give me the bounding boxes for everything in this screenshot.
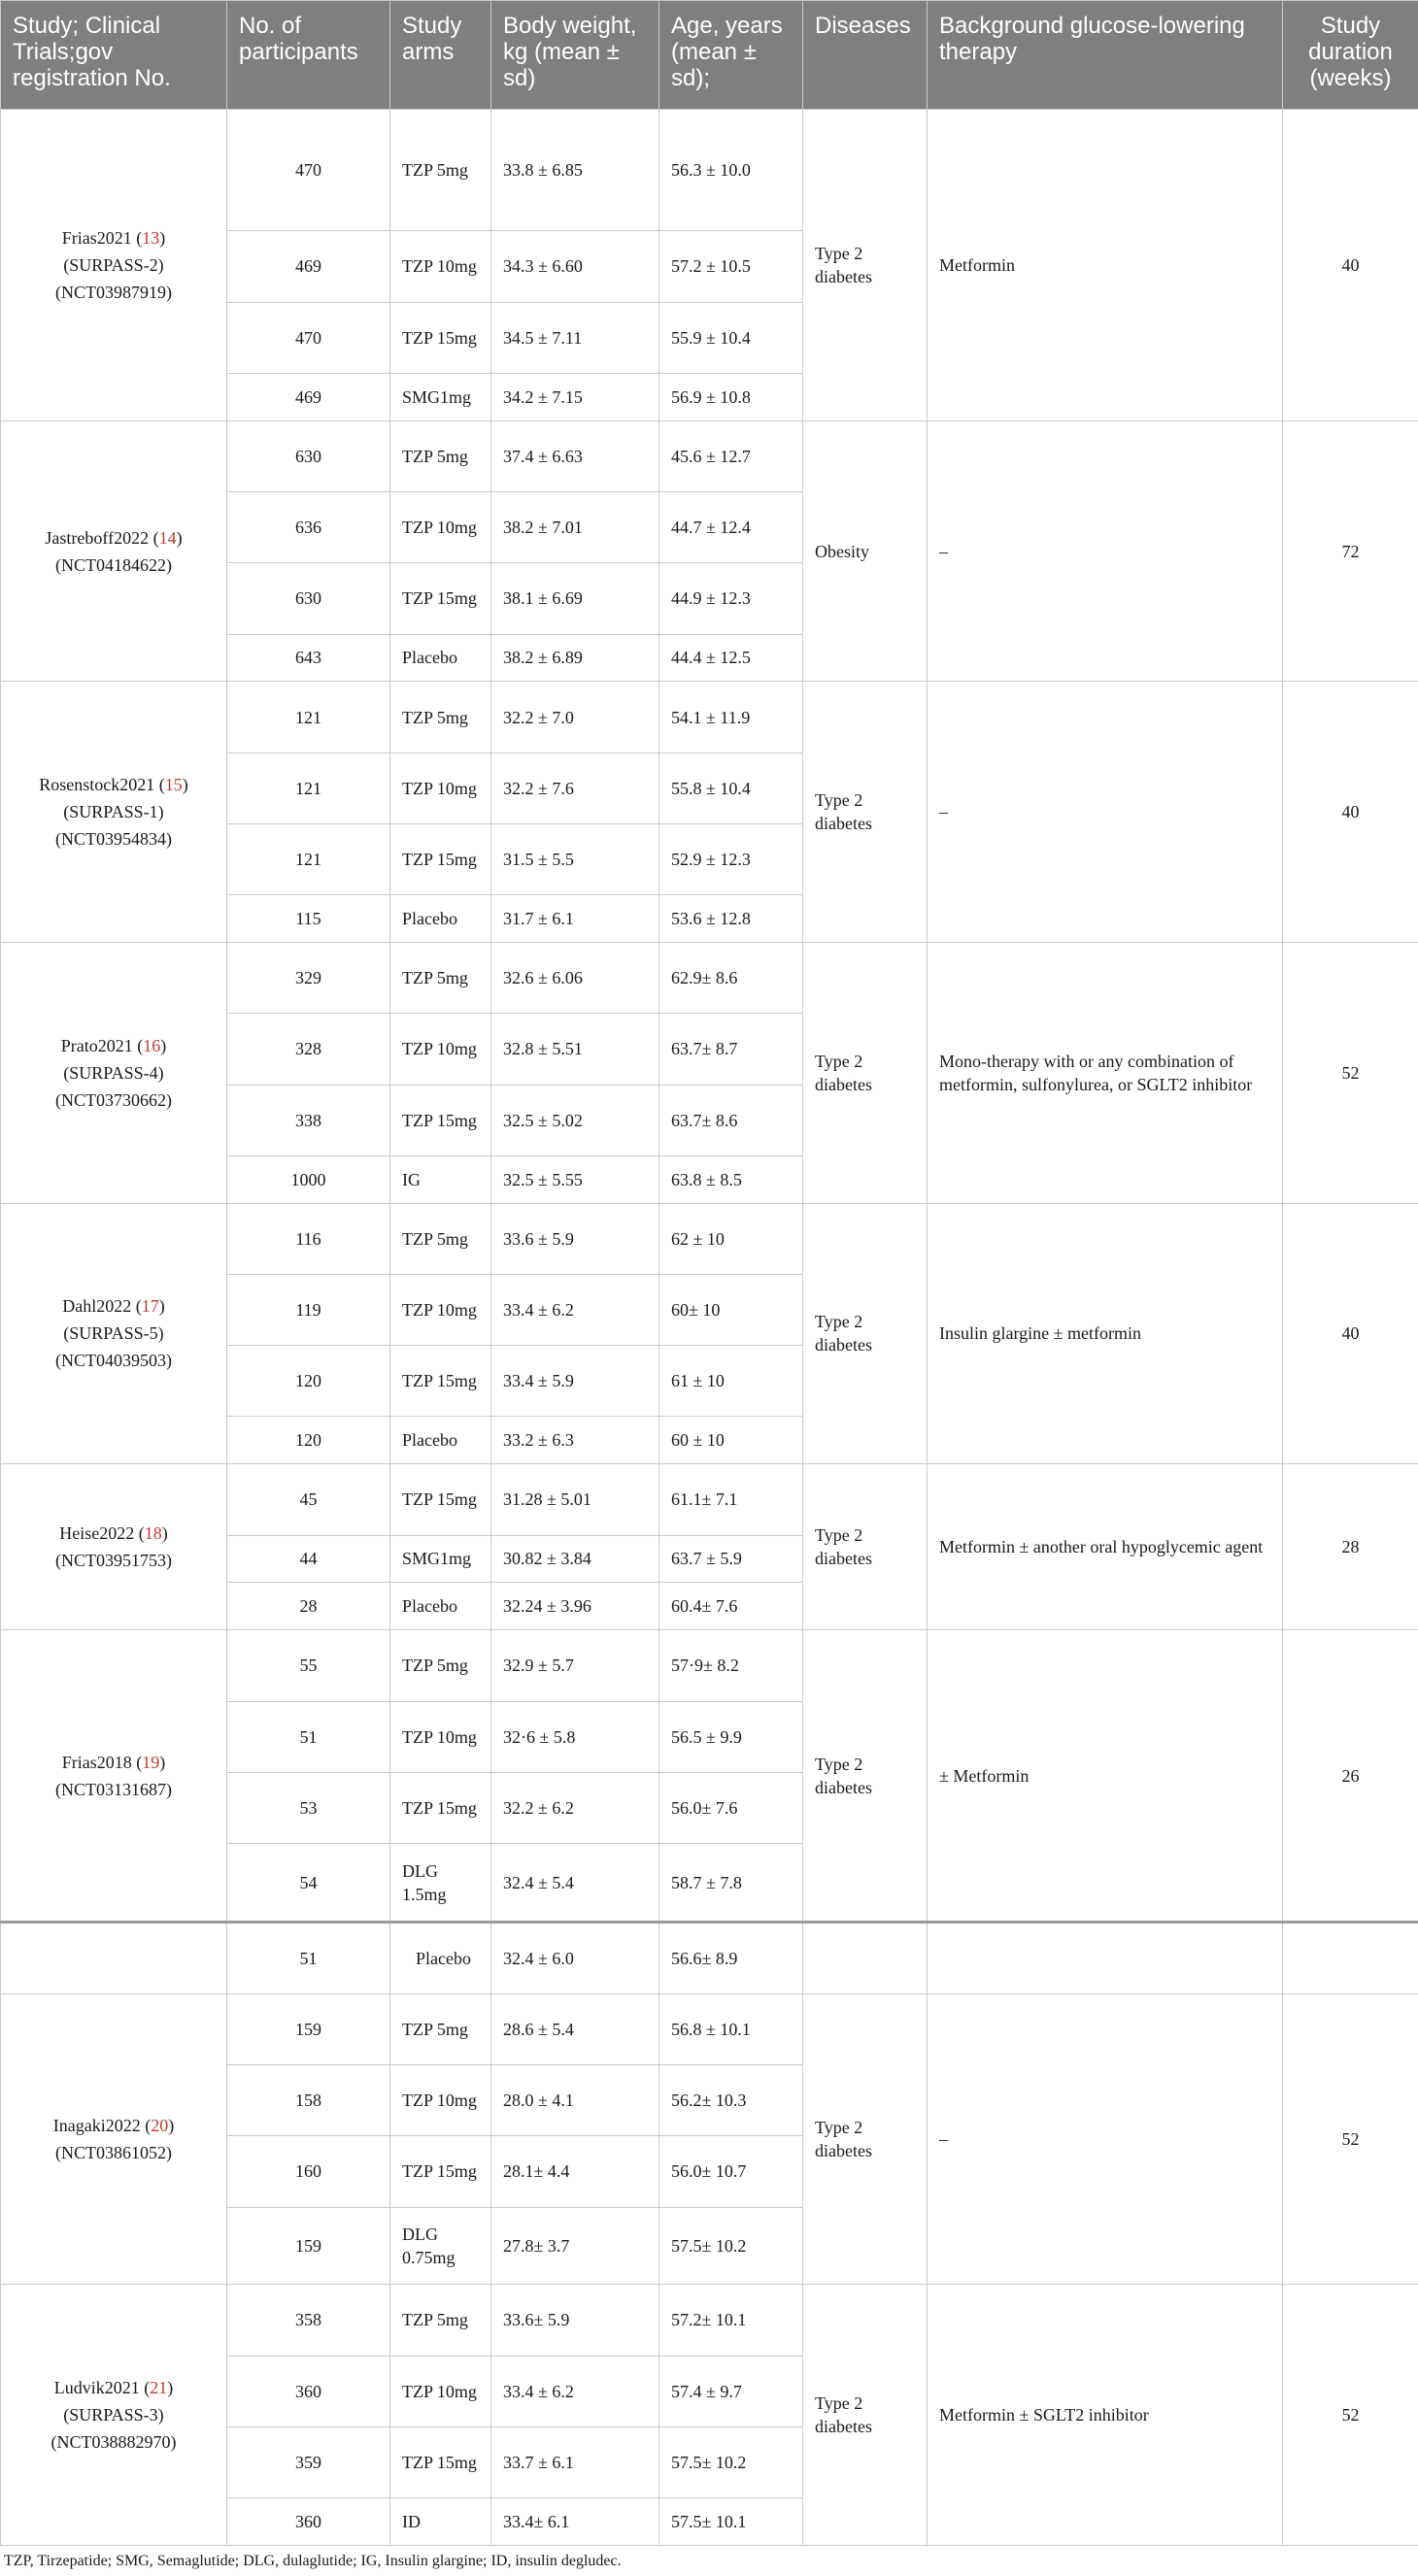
body-weight-cell: 31.7 ± 6.1 bbox=[491, 895, 659, 943]
age-cell: 63.7 ± 5.9 bbox=[659, 1535, 803, 1583]
body-weight-cell: 33.6± 5.9 bbox=[491, 2285, 659, 2356]
study-arm-cell: TZP 10mg bbox=[390, 1274, 491, 1345]
diseases-cell: Type 2 diabetes bbox=[803, 682, 928, 943]
background-therapy-cell: – bbox=[928, 1993, 1283, 2285]
study-arm-cell: Placebo bbox=[390, 1923, 491, 1993]
duration-cell: 40 bbox=[1283, 682, 1418, 943]
duration-cell: 28 bbox=[1283, 1464, 1418, 1630]
body-weight-cell: 28.6 ± 5.4 bbox=[491, 1993, 659, 2064]
study-id-line: (SURPASS-3) bbox=[63, 2405, 164, 2425]
study-name: Heise2022 bbox=[59, 1523, 135, 1544]
study-id-line: (SURPASS-2) bbox=[63, 254, 164, 275]
age-cell: 57.2 ± 10.5 bbox=[659, 231, 803, 302]
age-cell: 55.8 ± 10.4 bbox=[659, 753, 803, 823]
participants-cell: 470 bbox=[227, 110, 390, 231]
participants-cell: 329 bbox=[227, 943, 390, 1014]
body-weight-cell: 31.28 ± 5.01 bbox=[491, 1464, 659, 1535]
body-weight-cell: 38.2 ± 6.89 bbox=[491, 634, 659, 682]
participants-cell: 359 bbox=[227, 2426, 390, 2497]
study-reference: 15 bbox=[164, 775, 183, 795]
study-registration: (NCT03987919) bbox=[55, 282, 172, 302]
study-arm-cell: TZP 10mg bbox=[390, 753, 491, 823]
duration-cell: 26 bbox=[1283, 1630, 1418, 1923]
body-weight-cell: 27.8± 3.7 bbox=[491, 2207, 659, 2285]
age-cell: 63.7± 8.6 bbox=[659, 1085, 803, 1155]
participants-cell: 45 bbox=[227, 1464, 390, 1535]
study-reference: 20 bbox=[151, 2116, 169, 2135]
study-name: Inagaki2022 bbox=[52, 2116, 141, 2135]
diseases-cell: Type 2 diabetes bbox=[803, 110, 928, 421]
study-arm-cell: TZP 10mg bbox=[390, 2356, 491, 2426]
study-registration: (NCT04039503) bbox=[55, 1351, 172, 1371]
study-registration: (NCT038882970) bbox=[51, 2432, 177, 2453]
study-arm-cell: TZP 5mg bbox=[390, 1993, 491, 2064]
study-arm-cell: TZP 5mg bbox=[390, 420, 491, 491]
age-cell: 57.2± 10.1 bbox=[659, 2285, 803, 2356]
body-weight-cell: 32.9 ± 5.7 bbox=[491, 1630, 659, 1701]
background-therapy-cell: Insulin glargine ± metformin bbox=[928, 1203, 1283, 1464]
participants-cell: 51 bbox=[227, 1701, 390, 1772]
table-row bbox=[1, 682, 1418, 753]
study-cell: Inagaki2022 (20) (NCT03861052) bbox=[1, 1993, 227, 2285]
study-name: Dahl2022 bbox=[62, 1296, 132, 1317]
participants-cell: 158 bbox=[227, 2064, 390, 2135]
study-arm-cell: TZP 15mg bbox=[390, 1772, 491, 1843]
age-cell: 44.7 ± 12.4 bbox=[659, 492, 803, 563]
participants-cell: 115 bbox=[227, 895, 390, 943]
col-bodyweight-header: Body weight, kg (mean ± sd) bbox=[491, 1, 659, 110]
body-weight-cell: 32.2 ± 7.6 bbox=[491, 753, 659, 823]
participants-cell: 28 bbox=[227, 1583, 390, 1630]
age-cell: 61 ± 10 bbox=[659, 1346, 803, 1417]
col-diseases-header: Diseases bbox=[803, 1, 928, 110]
study-name: Jastreboff2022 bbox=[45, 527, 150, 548]
study-arm-cell: Placebo bbox=[390, 634, 491, 682]
duration-cell: 40 bbox=[1283, 1203, 1418, 1464]
participants-cell: 159 bbox=[227, 1993, 390, 2064]
participants-cell: 643 bbox=[227, 634, 390, 682]
duration-cell: 52 bbox=[1283, 1993, 1418, 2285]
age-cell: 54.1 ± 11.9 bbox=[659, 682, 803, 753]
participants-cell: 120 bbox=[227, 1417, 390, 1464]
participants-cell: 121 bbox=[227, 823, 390, 894]
participants-cell: 54 bbox=[227, 1844, 390, 1923]
body-weight-cell: 32.5 ± 5.55 bbox=[491, 1155, 659, 1203]
age-cell: 56.9 ± 10.8 bbox=[659, 373, 803, 420]
study-reference: 19 bbox=[142, 1752, 160, 1772]
table-row bbox=[1, 1464, 1418, 1535]
body-weight-cell: 30.82 ± 3.84 bbox=[491, 1535, 659, 1583]
body-weight-cell: 33.4± 6.1 bbox=[491, 2498, 659, 2546]
study-arm-cell: TZP 15mg bbox=[390, 563, 491, 634]
participants-cell: 470 bbox=[227, 302, 390, 373]
study-arm-cell: Placebo bbox=[390, 1417, 491, 1464]
diseases-cell: Type 2 diabetes bbox=[803, 943, 928, 1204]
age-cell: 63.8 ± 8.5 bbox=[659, 1155, 803, 1203]
duration-cell bbox=[1283, 1923, 1418, 1993]
background-therapy-cell: – bbox=[928, 420, 1283, 682]
body-weight-cell: 38.2 ± 7.01 bbox=[491, 492, 659, 563]
study-arm-cell: TZP 15mg bbox=[390, 2136, 491, 2207]
study-name: Rosenstock2021 bbox=[39, 775, 155, 795]
body-weight-cell: 32.4 ± 6.0 bbox=[491, 1923, 659, 1993]
body-weight-cell: 34.5 ± 7.11 bbox=[491, 302, 659, 373]
study-arm-cell: Placebo bbox=[390, 1583, 491, 1630]
body-weight-cell: 32·6 ± 5.8 bbox=[491, 1701, 659, 1772]
table-row bbox=[1, 420, 1418, 491]
body-weight-cell: 31.5 ± 5.5 bbox=[491, 823, 659, 894]
table-row bbox=[1, 1993, 1418, 2064]
age-cell: 44.9 ± 12.3 bbox=[659, 563, 803, 634]
age-cell: 57·9± 8.2 bbox=[659, 1630, 803, 1701]
participants-cell: 469 bbox=[227, 231, 390, 302]
study-arm-cell: TZP 5mg bbox=[390, 943, 491, 1014]
study-cell: Dahl2022 (17) (SURPASS-5) (NCT04039503) bbox=[1, 1203, 227, 1464]
age-cell: 56.0± 10.7 bbox=[659, 2136, 803, 2207]
background-therapy-cell bbox=[928, 1923, 1283, 1993]
participants-cell: 51 bbox=[227, 1923, 390, 1993]
study-cell: Jastreboff2022 (14) (NCT04184622) bbox=[1, 420, 227, 682]
study-reference: 14 bbox=[158, 527, 177, 548]
age-cell: 57.5± 10.2 bbox=[659, 2426, 803, 2497]
duration-cell: 52 bbox=[1283, 943, 1418, 1204]
body-weight-cell: 32.6 ± 6.06 bbox=[491, 943, 659, 1014]
body-weight-cell: 32.4 ± 5.4 bbox=[491, 1844, 659, 1923]
participants-cell: 160 bbox=[227, 2136, 390, 2207]
age-cell: 56.6± 8.9 bbox=[659, 1923, 803, 1993]
body-weight-cell: 28.1± 4.4 bbox=[491, 2136, 659, 2207]
participants-cell: 53 bbox=[227, 1772, 390, 1843]
study-cell: Rosenstock2021 (15) (SURPASS-1) (NCT03954834) bbox=[1, 682, 227, 943]
study-name: Prato2021 bbox=[60, 1035, 133, 1055]
body-weight-cell: 38.1 ± 6.69 bbox=[491, 563, 659, 634]
age-cell: 44.4 ± 12.5 bbox=[659, 634, 803, 682]
col-participants-header: No. of participants bbox=[227, 1, 390, 110]
study-name: Frias2021 bbox=[61, 227, 132, 248]
age-cell: 56.0± 7.6 bbox=[659, 1772, 803, 1843]
participants-cell: 1000 bbox=[227, 1155, 390, 1203]
participants-cell: 469 bbox=[227, 373, 390, 420]
study-id-line: (SURPASS-5) bbox=[63, 1323, 164, 1344]
age-cell: 56.5 ± 9.9 bbox=[659, 1701, 803, 1772]
study-id-line: (NCT03131687) bbox=[55, 1779, 172, 1799]
study-arm-cell: TZP 15mg bbox=[390, 823, 491, 894]
age-cell: 56.8 ± 10.1 bbox=[659, 1993, 803, 2064]
study-arm-cell: TZP 15mg bbox=[390, 1346, 491, 1417]
age-cell: 53.6 ± 12.8 bbox=[659, 895, 803, 943]
study-id-line: (NCT03861052) bbox=[55, 2143, 172, 2162]
body-weight-cell: 33.8 ± 6.85 bbox=[491, 110, 659, 231]
diseases-cell: Type 2 diabetes bbox=[803, 1203, 928, 1464]
study-arm-cell: TZP 10mg bbox=[390, 2064, 491, 2135]
age-cell: 63.7± 8.7 bbox=[659, 1014, 803, 1085]
study-name: Ludvik2021 bbox=[53, 2378, 140, 2398]
age-cell: 57.4 ± 9.7 bbox=[659, 2356, 803, 2426]
age-cell: 57.5± 10.2 bbox=[659, 2207, 803, 2285]
participants-cell: 121 bbox=[227, 682, 390, 753]
participants-cell: 120 bbox=[227, 1346, 390, 1417]
participants-cell: 55 bbox=[227, 1630, 390, 1701]
study-arm-cell: TZP 15mg bbox=[390, 1085, 491, 1155]
study-arm-cell: SMG1mg bbox=[390, 373, 491, 420]
table-body bbox=[1, 110, 1418, 2546]
age-cell: 52.9 ± 12.3 bbox=[659, 823, 803, 894]
study-arm-cell: Placebo bbox=[390, 895, 491, 943]
body-weight-cell: 37.4 ± 6.63 bbox=[491, 420, 659, 491]
body-weight-cell: 32.2 ± 6.2 bbox=[491, 1772, 659, 1843]
diseases-cell: Obesity bbox=[803, 420, 928, 682]
participants-cell: 360 bbox=[227, 2498, 390, 2546]
body-weight-cell: 32.24 ± 3.96 bbox=[491, 1583, 659, 1630]
participants-cell: 636 bbox=[227, 492, 390, 563]
study-arm-cell: TZP 10mg bbox=[390, 231, 491, 302]
study-name: Frias2018 bbox=[61, 1752, 132, 1772]
study-arm-cell: TZP 15mg bbox=[390, 2426, 491, 2497]
study-reference: 21 bbox=[150, 2378, 168, 2398]
study-cell bbox=[1, 1923, 227, 1993]
participants-cell: 44 bbox=[227, 1535, 390, 1583]
background-therapy-cell: ± Metformin bbox=[928, 1630, 1283, 1923]
diseases-cell bbox=[803, 1923, 928, 1993]
study-arm-cell: TZP 15mg bbox=[390, 302, 491, 373]
background-therapy-cell: Metformin ± SGLT2 inhibitor bbox=[928, 2285, 1283, 2546]
participants-cell: 328 bbox=[227, 1014, 390, 1085]
table-row bbox=[1, 1630, 1418, 1701]
study-id-line: (NCT04184622) bbox=[55, 554, 172, 575]
table-row bbox=[1, 1923, 1418, 1993]
age-cell: 57.5± 10.1 bbox=[659, 2498, 803, 2546]
body-weight-cell: 32.2 ± 7.0 bbox=[491, 682, 659, 753]
participants-cell: 121 bbox=[227, 753, 390, 823]
study-arm-cell: IG bbox=[390, 1155, 491, 1203]
participants-cell: 358 bbox=[227, 2285, 390, 2356]
col-background-therapy-header: Background glucose-lowering therapy bbox=[928, 1, 1283, 110]
diseases-cell: Type 2 diabetes bbox=[803, 2285, 928, 2546]
body-weight-cell: 32.8 ± 5.51 bbox=[491, 1014, 659, 1085]
body-weight-cell: 34.3 ± 6.60 bbox=[491, 231, 659, 302]
study-cell: Heise2022 (18) (NCT03951753) bbox=[1, 1464, 227, 1630]
age-cell: 62.9± 8.6 bbox=[659, 943, 803, 1014]
participants-cell: 159 bbox=[227, 2207, 390, 2285]
study-reference: 13 bbox=[142, 227, 160, 248]
age-cell: 62 ± 10 bbox=[659, 1203, 803, 1274]
background-therapy-cell: – bbox=[928, 682, 1283, 943]
participants-cell: 630 bbox=[227, 420, 390, 491]
duration-cell: 52 bbox=[1283, 2285, 1418, 2546]
age-cell: 60 ± 10 bbox=[659, 1417, 803, 1464]
age-cell: 56.3 ± 10.0 bbox=[659, 110, 803, 231]
diseases-cell: Type 2 diabetes bbox=[803, 1993, 928, 2285]
study-reference: 16 bbox=[143, 1035, 161, 1055]
study-id-line: (SURPASS-1) bbox=[63, 802, 164, 822]
duration-cell: 72 bbox=[1283, 420, 1418, 682]
table-row bbox=[1, 2285, 1418, 2356]
age-cell: 60.4± 7.6 bbox=[659, 1583, 803, 1630]
age-cell: 60± 10 bbox=[659, 1274, 803, 1345]
table-footnote: TZP, Tirzepatide; SMG, Semaglutide; DLG, dulaglutide; IG, Insulin glargine; ID, insulin degludec. bbox=[4, 2553, 622, 2569]
diseases-cell: Type 2 diabetes bbox=[803, 1464, 928, 1630]
study-arm-cell: DLG 1.5mg bbox=[390, 1844, 491, 1923]
background-therapy-cell: Metformin ± another oral hypoglycemic agent bbox=[928, 1464, 1283, 1630]
study-arm-cell: TZP 5mg bbox=[390, 2285, 491, 2356]
table-row bbox=[1, 110, 1418, 231]
body-weight-cell: 33.6 ± 5.9 bbox=[491, 1203, 659, 1274]
body-weight-cell: 33.2 ± 6.3 bbox=[491, 1417, 659, 1464]
study-reference: 18 bbox=[144, 1523, 162, 1544]
body-weight-cell: 33.7 ± 6.1 bbox=[491, 2426, 659, 2497]
body-weight-cell: 32.5 ± 5.02 bbox=[491, 1085, 659, 1155]
study-arm-cell: SMG1mg bbox=[390, 1535, 491, 1583]
study-arm-cell: TZP 5mg bbox=[390, 1630, 491, 1701]
study-id-line: (SURPASS-4) bbox=[63, 1062, 164, 1083]
study-arm-cell: TZP 5mg bbox=[390, 110, 491, 231]
header-row bbox=[1, 1, 1418, 110]
study-registration: (NCT03954834) bbox=[55, 829, 172, 850]
study-cell: Prato2021 (16) (SURPASS-4) (NCT03730662) bbox=[1, 943, 227, 1204]
col-duration-header: Study duration (weeks) bbox=[1283, 1, 1418, 110]
study-arm-cell: TZP 15mg bbox=[390, 1464, 491, 1535]
duration-cell: 40 bbox=[1283, 110, 1418, 421]
study-arm-cell: DLG 0.75mg bbox=[390, 2207, 491, 2285]
study-reference: 17 bbox=[141, 1296, 159, 1317]
study-id-line: (NCT03951753) bbox=[55, 1551, 172, 1571]
study-cell: Frias2018 (19) (NCT03131687) bbox=[1, 1630, 227, 1923]
study-arm-cell: TZP 10mg bbox=[390, 1701, 491, 1772]
body-weight-cell: 34.2 ± 7.15 bbox=[491, 373, 659, 420]
diseases-cell: Type 2 diabetes bbox=[803, 1630, 928, 1923]
age-cell: 58.7 ± 7.8 bbox=[659, 1844, 803, 1923]
participants-cell: 119 bbox=[227, 1274, 390, 1345]
body-weight-cell: 33.4 ± 5.9 bbox=[491, 1346, 659, 1417]
body-weight-cell: 33.4 ± 6.2 bbox=[491, 2356, 659, 2426]
age-cell: 55.9 ± 10.4 bbox=[659, 302, 803, 373]
study-cell: Frias2021 (13) (SURPASS-2) (NCT03987919) bbox=[1, 110, 227, 421]
participants-cell: 116 bbox=[227, 1203, 390, 1274]
background-therapy-cell: Metformin bbox=[928, 110, 1283, 421]
participants-cell: 338 bbox=[227, 1085, 390, 1155]
study-registration: (NCT03730662) bbox=[55, 1089, 172, 1110]
study-cell: Ludvik2021 (21) (SURPASS-3) (NCT038882970) bbox=[1, 2285, 227, 2546]
age-cell: 61.1± 7.1 bbox=[659, 1464, 803, 1535]
study-arm-cell: TZP 10mg bbox=[390, 1014, 491, 1085]
age-cell: 45.6 ± 12.7 bbox=[659, 420, 803, 491]
body-weight-cell: 28.0 ± 4.1 bbox=[491, 2064, 659, 2135]
study-arm-cell: ID bbox=[390, 2498, 491, 2546]
col-arms-header: Study arms bbox=[390, 1, 491, 110]
table-row bbox=[1, 1203, 1418, 1274]
participants-cell: 360 bbox=[227, 2356, 390, 2426]
table-row bbox=[1, 943, 1418, 1014]
background-therapy-cell: Mono-therapy with or any combination of metformin, sulfonylurea, or SGLT2 inhibitor bbox=[928, 943, 1283, 1204]
body-weight-cell: 33.4 ± 6.2 bbox=[491, 1274, 659, 1345]
study-arm-cell: TZP 10mg bbox=[390, 492, 491, 563]
age-cell: 56.2± 10.3 bbox=[659, 2064, 803, 2135]
col-age-header: Age, years (mean ± sd); bbox=[659, 1, 803, 110]
study-arm-cell: TZP 5mg bbox=[390, 682, 491, 753]
col-study-header: Study; Clinical Trials;gov registration No. bbox=[1, 1, 227, 110]
study-arm-cell: TZP 5mg bbox=[390, 1203, 491, 1274]
participants-cell: 630 bbox=[227, 563, 390, 634]
